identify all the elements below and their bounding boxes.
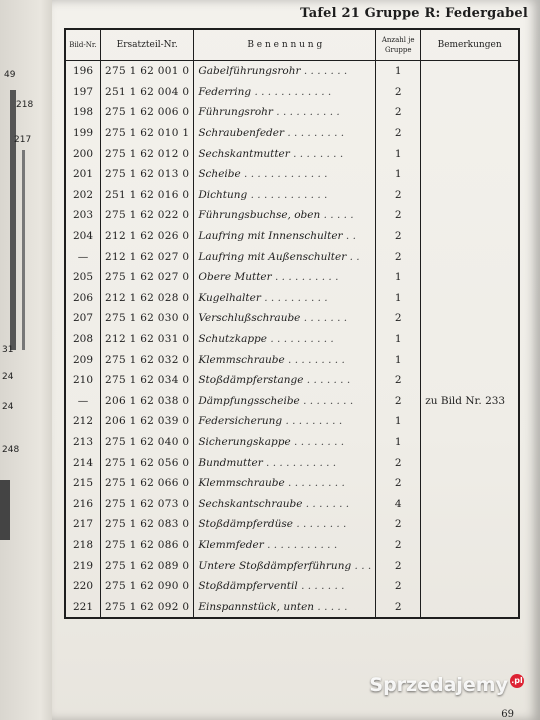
benennung-cell: Scheibe . . . . . . . . . . . . . bbox=[194, 164, 376, 185]
bild-nr-cell: 197 bbox=[72, 85, 94, 98]
bild-nr-cell: 214 bbox=[72, 456, 94, 469]
anzahl-cell: 2 bbox=[376, 205, 421, 226]
table-row bbox=[65, 61, 519, 82]
benennung-cell: Einspannstück, unten . . . . . bbox=[194, 596, 376, 618]
anzahl-cell: 2 bbox=[376, 185, 421, 206]
table-row bbox=[65, 308, 519, 329]
page-number: 69 bbox=[501, 709, 514, 720]
fork-spring-drawing bbox=[22, 150, 25, 350]
benennung-cell: Klemmschraube . . . . . . . . . bbox=[194, 473, 376, 494]
benennung-cell: Führungsbuchse, oben . . . . . bbox=[194, 205, 376, 226]
anzahl-cell: 2 bbox=[376, 596, 421, 618]
watermark-text: Sprzedajemy bbox=[369, 674, 508, 696]
table-row bbox=[65, 432, 519, 453]
bemerkungen-cell bbox=[421, 535, 519, 556]
anzahl-cell: 2 bbox=[376, 555, 421, 576]
leader-dots: . . . . . . . . . bbox=[284, 477, 345, 490]
table-row bbox=[65, 576, 519, 597]
ersatzteil-nr-cell: 206 1 62 038 0 bbox=[101, 391, 194, 412]
ersatzteil-nr-cell: 275 1 62 086 0 bbox=[101, 535, 194, 556]
table-row bbox=[65, 164, 519, 185]
ersatzteil-nr-cell: 275 1 62 056 0 bbox=[101, 452, 194, 473]
leader-dots: . . . . . . . . . . . . bbox=[251, 85, 332, 98]
benennung-cell: Führungsrohr . . . . . . . . . . bbox=[194, 102, 376, 123]
benennung-cell: Federring . . . . . . . . . . . . bbox=[194, 82, 376, 103]
diagram-label: 24 bbox=[2, 402, 14, 412]
ersatzteil-nr-cell: 275 1 62 027 0 bbox=[101, 267, 194, 288]
leader-dots: . . . . . . . bbox=[297, 580, 345, 593]
leader-dots: . . . . . . . bbox=[302, 497, 350, 510]
bild-nr-cell: 210 bbox=[72, 374, 94, 387]
bild-nr-cell: 204 bbox=[72, 230, 94, 243]
bemerkungen-cell bbox=[421, 576, 519, 597]
bemerkungen-cell bbox=[421, 185, 519, 206]
bemerkungen-cell bbox=[421, 555, 519, 576]
leader-dots: . . . . . . . . . bbox=[284, 353, 345, 366]
ersatzteil-nr-cell: 251 1 62 016 0 bbox=[101, 185, 194, 206]
header-ersatzteil-nr: Ersatzteil-Nr. bbox=[101, 29, 194, 61]
leader-dots: . . . . . . . bbox=[300, 65, 348, 78]
anzahl-cell: 2 bbox=[376, 226, 421, 247]
anzahl-cell: 2 bbox=[376, 123, 421, 144]
bemerkungen-cell bbox=[421, 288, 519, 309]
bild-nr-cell: 219 bbox=[72, 559, 94, 572]
ersatzteil-nr-cell: 275 1 62 066 0 bbox=[101, 473, 194, 494]
benennung-cell: Stoßdämpferventil . . . . . . . bbox=[194, 576, 376, 597]
ersatzteil-nr-cell: 275 1 62 040 0 bbox=[101, 432, 194, 453]
bemerkungen-cell bbox=[421, 596, 519, 618]
bemerkungen-cell bbox=[421, 349, 519, 370]
bemerkungen-cell bbox=[421, 514, 519, 535]
benennung-cell: Klemmschraube . . . . . . . . . bbox=[194, 349, 376, 370]
ersatzteil-nr-cell: 212 1 62 031 0 bbox=[101, 329, 194, 350]
leader-dots: . . bbox=[346, 250, 360, 263]
table-row bbox=[65, 246, 519, 267]
bemerkungen-cell bbox=[421, 267, 519, 288]
leader-dots: . . bbox=[342, 230, 356, 243]
ersatzteil-nr-cell: 275 1 62 010 1 bbox=[101, 123, 194, 144]
bild-nr-cell: — bbox=[77, 394, 89, 407]
anzahl-cell: 2 bbox=[376, 82, 421, 103]
anzahl-cell: 2 bbox=[376, 370, 421, 391]
leader-dots: . . . . . . . . . . bbox=[271, 271, 339, 284]
ersatzteil-nr-cell: 275 1 62 006 0 bbox=[101, 102, 194, 123]
benennung-cell: Dämpfungsscheibe . . . . . . . . bbox=[194, 391, 376, 412]
anzahl-cell: 1 bbox=[376, 61, 421, 82]
anzahl-cell: 2 bbox=[376, 246, 421, 267]
leader-dots: . . . . . . . . bbox=[292, 518, 347, 531]
ersatzteil-nr-cell: 275 1 62 083 0 bbox=[101, 514, 194, 535]
benennung-cell: Stoßdämpferstange . . . . . . . bbox=[194, 370, 376, 391]
anzahl-cell: 2 bbox=[376, 391, 421, 412]
bild-nr-cell: 205 bbox=[72, 271, 94, 284]
benennung-cell: Sechskantmutter . . . . . . . . bbox=[194, 143, 376, 164]
ersatzteil-nr-cell: 251 1 62 004 0 bbox=[101, 82, 194, 103]
leader-dots: . . . . . bbox=[320, 209, 354, 222]
bild-nr-cell: 208 bbox=[72, 333, 94, 346]
diagram-label: 217 bbox=[14, 135, 32, 145]
table-row bbox=[65, 514, 519, 535]
bild-nr-cell: 220 bbox=[72, 580, 94, 593]
benennung-cell: Sechskantschraube . . . . . . . bbox=[194, 493, 376, 514]
benennung-cell: Sicherungskappe . . . . . . . . bbox=[194, 432, 376, 453]
ersatzteil-nr-cell: 275 1 62 001 0 bbox=[101, 61, 194, 82]
bild-nr-cell: 199 bbox=[72, 127, 94, 140]
leader-dots: . . . . . . . bbox=[300, 312, 348, 325]
leader-dots: . . . . . . . . . . bbox=[267, 333, 334, 346]
catalog-page bbox=[52, 0, 540, 720]
benennung-cell: Kugelhalter . . . . . . . . . . bbox=[194, 288, 376, 309]
header-bemerkungen: Bemerkungen bbox=[421, 29, 519, 61]
benennung-cell: Schutzkappe . . . . . . . . . . bbox=[194, 329, 376, 350]
bild-nr-cell: 216 bbox=[72, 497, 94, 510]
bemerkungen-cell bbox=[421, 226, 519, 247]
benennung-cell: Federsicherung . . . . . . . . . bbox=[194, 411, 376, 432]
bemerkungen-cell bbox=[421, 473, 519, 494]
bild-nr-cell: 218 bbox=[72, 538, 94, 551]
bild-nr-cell: 215 bbox=[72, 477, 94, 490]
bemerkungen-cell bbox=[421, 143, 519, 164]
table-row bbox=[65, 82, 519, 103]
diagram-label: 31 bbox=[2, 345, 14, 355]
anzahl-cell: 2 bbox=[376, 308, 421, 329]
table-header-row bbox=[65, 29, 519, 61]
left-page-diagram bbox=[0, 0, 58, 720]
bemerkungen-cell bbox=[421, 411, 519, 432]
benennung-cell: Klemmfeder . . . . . . . . . . . bbox=[194, 535, 376, 556]
bemerkungen-cell bbox=[421, 246, 519, 267]
fork-lower-drawing bbox=[0, 480, 10, 540]
bemerkungen-cell bbox=[421, 493, 519, 514]
leader-dots: . . . . . . . . . . bbox=[272, 106, 340, 119]
table-row bbox=[65, 205, 519, 226]
anzahl-cell: 1 bbox=[376, 143, 421, 164]
ersatzteil-nr-cell: 275 1 62 089 0 bbox=[101, 555, 194, 576]
table-row bbox=[65, 349, 519, 370]
ersatzteil-nr-cell: 212 1 62 028 0 bbox=[101, 288, 194, 309]
diagram-label: 49 bbox=[4, 70, 16, 80]
ersatzteil-nr-cell: 275 1 62 012 0 bbox=[101, 143, 194, 164]
header-bild-nr: Bild-Nr. bbox=[65, 29, 101, 61]
bild-nr-cell: 213 bbox=[72, 435, 94, 448]
watermark-badge: .pl bbox=[510, 674, 524, 688]
table-row bbox=[65, 185, 519, 206]
table-row bbox=[65, 370, 519, 391]
table-row bbox=[65, 473, 519, 494]
table-row bbox=[65, 102, 519, 123]
table-row bbox=[65, 123, 519, 144]
bild-nr-cell: 198 bbox=[72, 106, 94, 119]
bild-nr-cell: 200 bbox=[72, 147, 94, 160]
benennung-cell: Gabelführungsrohr . . . . . . . bbox=[194, 61, 376, 82]
anzahl-cell: 2 bbox=[376, 473, 421, 494]
diagram-label: 218 bbox=[16, 100, 34, 110]
table-row bbox=[65, 411, 519, 432]
bemerkungen-cell bbox=[421, 102, 519, 123]
benennung-cell: Schraubenfeder . . . . . . . . . bbox=[194, 123, 376, 144]
benennung-cell: Bundmutter . . . . . . . . . . . bbox=[194, 452, 376, 473]
bild-nr-cell: 217 bbox=[72, 518, 94, 531]
benennung-cell: Dichtung . . . . . . . . . . . . bbox=[194, 185, 376, 206]
diagram-label: 248 bbox=[2, 445, 20, 455]
table-row bbox=[65, 391, 519, 412]
benennung-cell: Obere Mutter . . . . . . . . . . bbox=[194, 267, 376, 288]
anzahl-cell: 2 bbox=[376, 102, 421, 123]
leader-dots: . . . . . bbox=[314, 600, 348, 613]
anzahl-cell: 1 bbox=[376, 267, 421, 288]
bild-nr-cell: 221 bbox=[72, 600, 94, 613]
table-row bbox=[65, 452, 519, 473]
leader-dots: . . . . . . . bbox=[303, 374, 351, 387]
benennung-cell: Laufring mit Innenschulter . . bbox=[194, 226, 376, 247]
bemerkungen-cell: zu Bild Nr. 233 bbox=[421, 391, 519, 412]
leader-dots: . . . . . . . . . bbox=[282, 415, 343, 428]
ersatzteil-nr-cell: 206 1 62 039 0 bbox=[101, 411, 194, 432]
ersatzteil-nr-cell: 275 1 62 092 0 bbox=[101, 596, 194, 618]
bild-nr-cell: 212 bbox=[72, 415, 94, 428]
bemerkungen-cell bbox=[421, 205, 519, 226]
table-row bbox=[65, 267, 519, 288]
leader-dots: . . . . . . . . . bbox=[284, 127, 345, 140]
leader-dots: . . . bbox=[351, 559, 372, 572]
header-anzahl: Anzahl je Gruppe bbox=[376, 29, 421, 61]
leader-dots: . . . . . . . . . . . bbox=[263, 538, 338, 551]
bild-nr-cell: 206 bbox=[72, 291, 94, 304]
table-row bbox=[65, 596, 519, 618]
diagram-label: 24 bbox=[2, 372, 14, 382]
bild-nr-cell: 209 bbox=[72, 353, 94, 366]
anzahl-cell: 1 bbox=[376, 411, 421, 432]
watermark-logo bbox=[369, 674, 524, 696]
anzahl-cell: 2 bbox=[376, 452, 421, 473]
bild-nr-cell: 207 bbox=[72, 312, 94, 325]
bemerkungen-cell bbox=[421, 370, 519, 391]
bild-nr-cell: 201 bbox=[72, 168, 94, 181]
ersatzteil-nr-cell: 275 1 62 013 0 bbox=[101, 164, 194, 185]
fork-tube-drawing bbox=[10, 90, 16, 350]
leader-dots: . . . . . . . . . . . . . bbox=[240, 168, 328, 181]
leader-dots: . . . . . . . . . . . . bbox=[247, 188, 328, 201]
leader-dots: . . . . . . . . . . . bbox=[262, 456, 337, 469]
table-body bbox=[65, 61, 519, 619]
table-row bbox=[65, 493, 519, 514]
ersatzteil-nr-cell: 212 1 62 026 0 bbox=[101, 226, 194, 247]
table-row bbox=[65, 143, 519, 164]
ersatzteil-nr-cell: 275 1 62 034 0 bbox=[101, 370, 194, 391]
anzahl-cell: 2 bbox=[376, 514, 421, 535]
ersatzteil-nr-cell: 275 1 62 073 0 bbox=[101, 493, 194, 514]
bemerkungen-cell bbox=[421, 82, 519, 103]
ersatzteil-nr-cell: 275 1 62 032 0 bbox=[101, 349, 194, 370]
bemerkungen-cell bbox=[421, 432, 519, 453]
ersatzteil-nr-cell: 275 1 62 022 0 bbox=[101, 205, 194, 226]
parts-table bbox=[64, 28, 520, 619]
bemerkungen-cell bbox=[421, 452, 519, 473]
bild-nr-cell: 196 bbox=[72, 65, 94, 78]
leader-dots: . . . . . . . . . . bbox=[260, 291, 328, 304]
anzahl-cell: 1 bbox=[376, 288, 421, 309]
bild-nr-cell: 202 bbox=[72, 188, 94, 201]
ersatzteil-nr-cell: 275 1 62 030 0 bbox=[101, 308, 194, 329]
ersatzteil-nr-cell: 212 1 62 027 0 bbox=[101, 246, 194, 267]
anzahl-cell: 2 bbox=[376, 576, 421, 597]
bild-nr-cell: 203 bbox=[72, 209, 94, 222]
benennung-cell: Verschlußschraube . . . . . . . bbox=[194, 308, 376, 329]
bemerkungen-cell bbox=[421, 61, 519, 82]
benennung-cell: Laufring mit Außenschulter . . bbox=[194, 246, 376, 267]
leader-dots: . . . . . . . . bbox=[299, 394, 354, 407]
anzahl-cell: 1 bbox=[376, 164, 421, 185]
leader-dots: . . . . . . . . bbox=[289, 147, 344, 160]
anzahl-cell: 1 bbox=[376, 432, 421, 453]
anzahl-cell: 1 bbox=[376, 349, 421, 370]
anzahl-cell: 1 bbox=[376, 329, 421, 350]
benennung-cell: Stoßdämpferdüse . . . . . . . . bbox=[194, 514, 376, 535]
benennung-cell: Untere Stoßdämpferführung . . . bbox=[194, 555, 376, 576]
ersatzteil-nr-cell: 275 1 62 090 0 bbox=[101, 576, 194, 597]
bemerkungen-cell bbox=[421, 164, 519, 185]
page-title: Tafel 21 Gruppe R: Federgabel bbox=[300, 6, 528, 21]
anzahl-cell: 2 bbox=[376, 535, 421, 556]
table-row bbox=[65, 288, 519, 309]
anzahl-cell: 4 bbox=[376, 493, 421, 514]
bild-nr-cell: — bbox=[77, 250, 89, 263]
bemerkungen-cell bbox=[421, 308, 519, 329]
bemerkungen-cell bbox=[421, 329, 519, 350]
table-row bbox=[65, 555, 519, 576]
table-row bbox=[65, 329, 519, 350]
leader-dots: . . . . . . . . bbox=[290, 435, 345, 448]
table-row bbox=[65, 535, 519, 556]
bemerkungen-cell bbox=[421, 123, 519, 144]
table-row bbox=[65, 226, 519, 247]
header-benennung: B e n e n n u n g bbox=[194, 29, 376, 61]
